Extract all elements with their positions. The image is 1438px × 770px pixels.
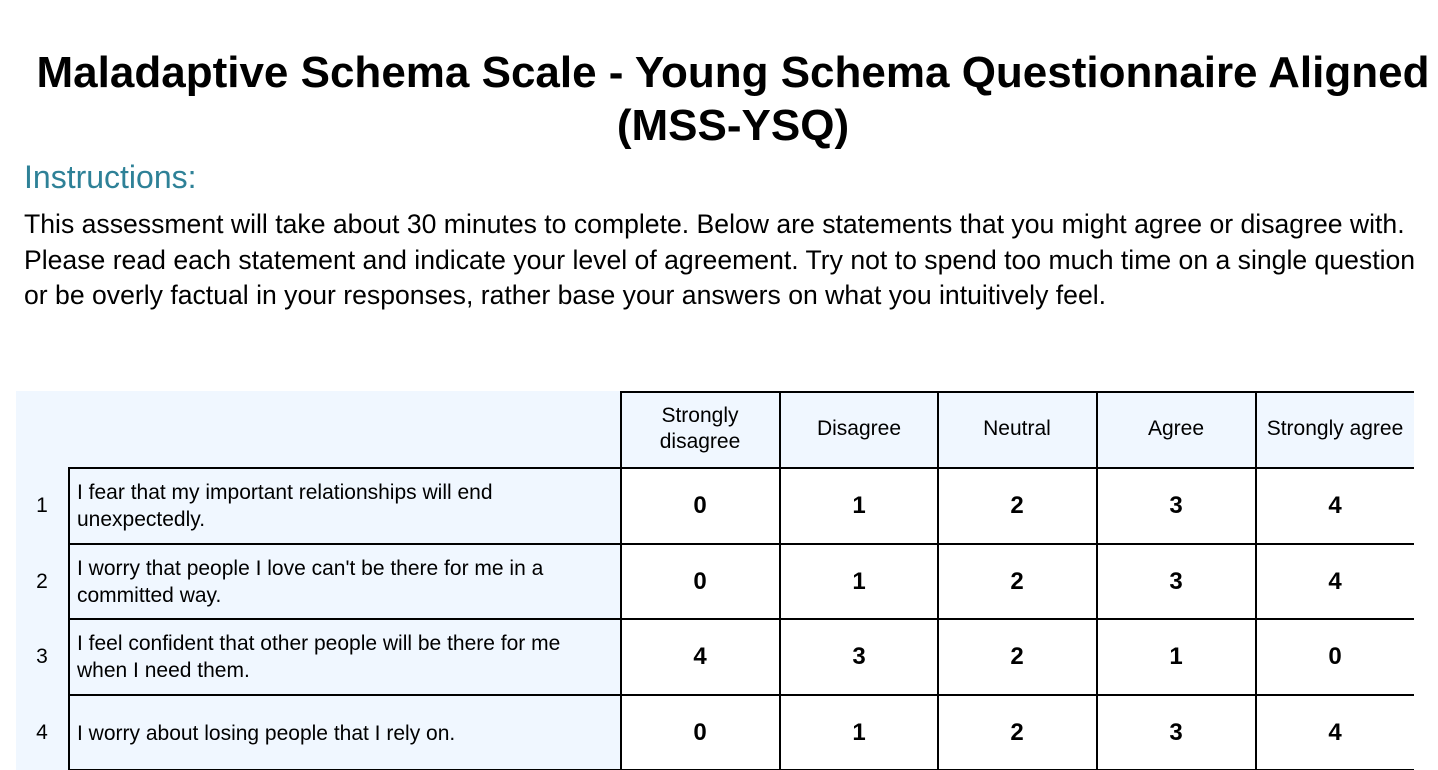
- question-number: 4: [36, 721, 48, 744]
- column-header-neutral: Neutral: [983, 417, 1051, 440]
- column-header-strongly-disagree: Strongly disagree: [659, 404, 741, 453]
- score-option[interactable]: 3: [1097, 544, 1255, 620]
- score-option[interactable]: 4: [1256, 544, 1414, 620]
- score-option[interactable]: 4: [1256, 695, 1414, 770]
- score-option[interactable]: 4: [1256, 468, 1414, 544]
- questionnaire-table: [16, 391, 1414, 770]
- column-header-strongly-agree: Strongly agree: [1266, 417, 1404, 440]
- column-divider: [68, 467, 70, 770]
- row-divider: [68, 694, 1414, 696]
- score-option[interactable]: 0: [621, 695, 779, 770]
- question-number: 2: [36, 570, 48, 593]
- column-header-agree: Agree: [1147, 417, 1205, 440]
- question-text: I feel confident that other people will be there for me when I need them.: [77, 632, 561, 682]
- question-number: 1: [36, 494, 48, 517]
- score-option[interactable]: 3: [1097, 695, 1255, 770]
- score-option[interactable]: 3: [780, 619, 938, 695]
- page-title: Maladaptive Schema Scale - Young Schema Questionnaire Aligned (MSS-YSQ): [36, 48, 1430, 150]
- column-divider: [937, 391, 939, 770]
- score-option[interactable]: 4: [621, 619, 779, 695]
- score-option[interactable]: 1: [780, 695, 938, 770]
- instructions-heading: Instructions:: [24, 159, 197, 195]
- column-divider: [1096, 391, 1098, 770]
- score-option[interactable]: 2: [938, 544, 1096, 620]
- column-divider: [779, 391, 781, 770]
- column-divider: [1255, 391, 1257, 770]
- row-divider: [68, 467, 1414, 469]
- column-divider: [620, 391, 622, 770]
- row-divider: [68, 618, 1414, 620]
- instructions-text: This assessment will take about 30 minutes to complete. Below are statements that you might agree or disagree with. Please read each statement and indicate your level of agreement. Try not to spend too much time on a single question or be overly factual in your responses, rather base your answers on what you intuitively feel.: [24, 209, 1416, 310]
- score-option[interactable]: 1: [780, 544, 938, 620]
- question-number: 3: [36, 645, 48, 668]
- score-option[interactable]: 0: [1256, 619, 1414, 695]
- question-text: I worry that people I love can't be there for me in a committed way.: [77, 557, 544, 607]
- score-option[interactable]: 2: [938, 468, 1096, 544]
- score-option[interactable]: 1: [780, 468, 938, 544]
- table-border-top: [620, 391, 1414, 393]
- column-header-disagree: Disagree: [816, 417, 902, 440]
- score-option[interactable]: 0: [621, 468, 779, 544]
- question-text: I worry about losing people that I rely on.: [77, 721, 456, 745]
- question-text: I fear that my important relationships will end unexpectedly.: [77, 481, 493, 531]
- score-option[interactable]: 2: [938, 695, 1096, 770]
- score-option[interactable]: 0: [621, 544, 779, 620]
- score-option[interactable]: 2: [938, 619, 1096, 695]
- score-option[interactable]: 1: [1097, 619, 1255, 695]
- row-divider: [68, 543, 1414, 545]
- score-option[interactable]: 3: [1097, 468, 1255, 544]
